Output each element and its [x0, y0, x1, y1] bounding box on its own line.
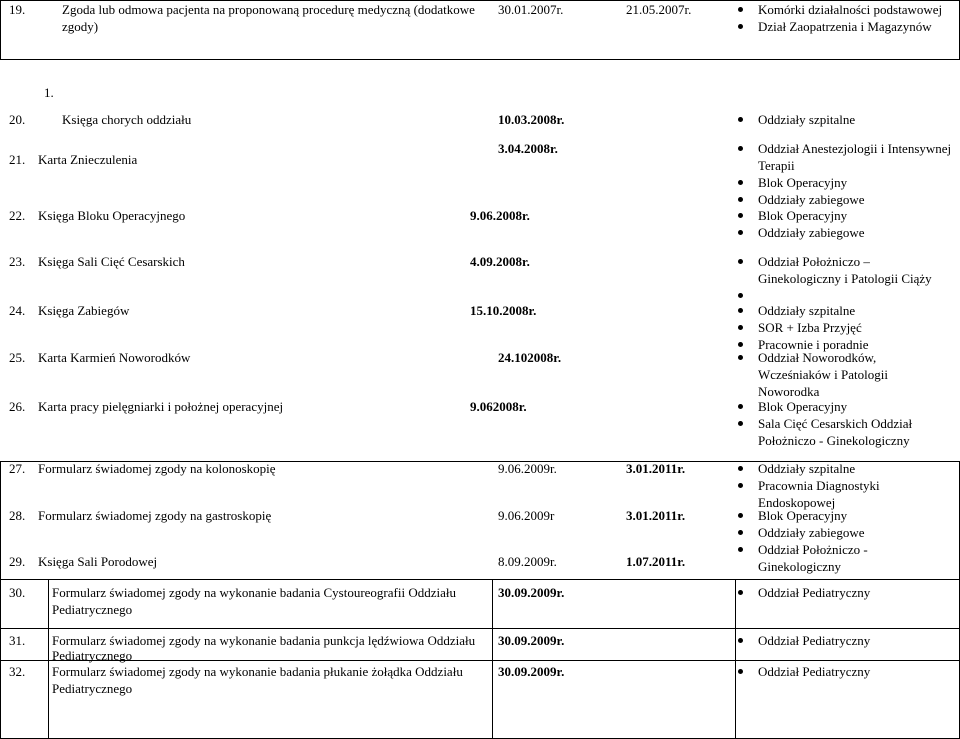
unit-item: Oddział Pediatryczny [758, 585, 871, 600]
bullet-icon [738, 117, 743, 122]
rule [0, 579, 960, 580]
rule [0, 660, 960, 661]
row-number: 20. [9, 112, 26, 127]
rule [735, 579, 736, 739]
bullet-icon [738, 466, 743, 471]
row-title: Pediatrycznego [52, 681, 133, 696]
bullet-icon [738, 483, 743, 488]
row-title: Karta Karmień Noworodków [38, 350, 191, 365]
row-number: 22. [9, 208, 26, 223]
row-number: 32. [9, 664, 26, 679]
unit-item: Oddział Pediatryczny [758, 664, 871, 679]
row-title: Formularz świadomej zgody na wykonanie badania płukanie żołądka Oddziału [52, 664, 463, 679]
unit-item: Położniczo - Ginekologiczny [758, 433, 910, 448]
unit-item: Endoskopowej [758, 495, 836, 510]
bullet-icon [738, 355, 743, 360]
row-date: 30.09.2009r. [498, 585, 565, 600]
unit-item: Oddziały zabiegowe [758, 525, 865, 540]
bullet-icon [738, 547, 743, 552]
row-number: 24. [9, 303, 26, 318]
unit-item: Wcześniaków i Patologii [758, 367, 888, 382]
unit-item: Oddziały szpitalne [758, 461, 856, 476]
row-date: 4.09.2008r. [470, 254, 530, 269]
rule [492, 579, 493, 739]
unit-item: Ginekologiczny i Patologii Ciąży [758, 271, 932, 286]
row-number: 19. [9, 2, 26, 17]
row-date: 9.06.2008r. [470, 208, 530, 223]
bullet-icon [738, 180, 743, 185]
bullet-icon [738, 7, 743, 12]
bullet-icon [738, 421, 743, 426]
row-title: Księga chorych oddziału [62, 112, 192, 127]
row-title: zgody) [62, 19, 99, 34]
rule [0, 59, 960, 60]
rule [0, 461, 1, 739]
stray-number: 1. [44, 85, 54, 100]
bullet-icon [738, 638, 743, 643]
row-number: 29. [9, 554, 26, 569]
row-date: 9.06.2009r. [498, 461, 557, 476]
unit-item: Oddział Położniczo - [758, 542, 868, 557]
row-title: Formularz świadomej zgody na wykonanie badania Cystoureografii Oddziału [52, 585, 456, 600]
bullet-icon [738, 342, 743, 347]
unit-item: Blok Operacyjny [758, 399, 848, 414]
row-number: 26. [9, 399, 26, 414]
bullet-icon [738, 513, 743, 518]
row-title: Zgoda lub odmowa pacjenta na proponowaną procedurę medyczną (dodatkowe [62, 2, 475, 17]
bullet-icon [738, 530, 743, 535]
row-title: Karta Znieczulenia [38, 152, 138, 167]
rule [0, 628, 960, 629]
rule [48, 579, 49, 739]
row-date: 30.09.2009r. [498, 633, 565, 648]
bullet-icon [738, 213, 743, 218]
row-date: 15.10.2008r. [470, 303, 537, 318]
bullet-icon [738, 669, 743, 674]
row-number: 23. [9, 254, 26, 269]
unit-item: Blok Operacyjny [758, 208, 848, 223]
unit-item: Dział Zaopatrzenia i Magazynów [758, 19, 932, 34]
row-date: 30.09.2009r. [498, 664, 565, 679]
bullet-icon [738, 325, 743, 330]
row-title: Księga Sali Porodowej [38, 554, 158, 569]
unit-item: Oddziały zabiegowe [758, 225, 865, 240]
row-date: 30.01.2007r. [498, 2, 564, 17]
bullet-icon [738, 230, 743, 235]
row-date: 3.01.2011r. [626, 508, 686, 523]
unit-item: Sala Cięć Cesarskich Oddział [758, 416, 913, 431]
row-date: 9.062008r. [470, 399, 527, 414]
row-number: 30. [9, 585, 26, 600]
unit-item: Oddział Anestezjologii i Intensywnej [758, 141, 952, 156]
row-date: 9.06.2009r [498, 508, 555, 523]
unit-item: Oddział Noworodków, [758, 350, 877, 365]
row-title: Pediatrycznego [52, 648, 133, 663]
row-date: 8.09.2009r. [498, 554, 557, 569]
unit-item: Noworodka [758, 384, 820, 399]
bullet-icon [738, 293, 743, 298]
row-number: 28. [9, 508, 26, 523]
row-number: 25. [9, 350, 26, 365]
row-title: Pediatrycznego [52, 602, 133, 617]
row-date: 1.07.2011r. [626, 554, 686, 569]
row-title: Księga Zabiegów [38, 303, 130, 318]
row-title: Formularz świadomej zgody na kolonoskopię [38, 461, 276, 476]
unit-item: Oddział Pediatryczny [758, 633, 871, 648]
unit-item: SOR + Izba Przyjęć [758, 320, 862, 335]
bullet-icon [738, 24, 743, 29]
row-number: 21. [9, 152, 26, 167]
unit-item: Pracownie i poradnie [758, 337, 869, 352]
row-title: Karta pracy pielęgniarki i położnej operacyjnej [38, 399, 284, 414]
row-date: 21.05.2007r. [626, 2, 692, 17]
bullet-icon [738, 197, 743, 202]
unit-item: Ginekologiczny [758, 559, 842, 574]
row-number: 27. [9, 461, 26, 476]
row-title: Księga Bloku Operacyjnego [38, 208, 186, 223]
row-title: Księga Sali Cięć Cesarskich [38, 254, 185, 269]
bullet-icon [738, 404, 743, 409]
row-date: 10.03.2008r. [498, 112, 565, 127]
unit-item: Oddziały zabiegowe [758, 192, 865, 207]
unit-item: Oddział Położniczo – [758, 254, 870, 269]
row-date: 3.04.2008r. [498, 141, 558, 156]
row-date: 3.01.2011r. [626, 461, 686, 476]
row-title: Formularz świadomej zgody na wykonanie badania punkcja lędźwiowa Oddziału [52, 633, 476, 648]
unit-item: Terapii [758, 158, 795, 173]
bullet-icon [738, 259, 743, 264]
bullet-icon [738, 308, 743, 313]
rule [0, 0, 1, 60]
row-number: 31. [9, 633, 26, 648]
unit-item: Blok Operacyjny [758, 175, 848, 190]
row-date: 24.102008r. [498, 350, 562, 365]
row-title: Formularz świadomej zgody na gastroskopię [38, 508, 272, 523]
unit-item: Oddziały szpitalne [758, 303, 856, 318]
unit-item: Oddziały szpitalne [758, 112, 856, 127]
bullet-icon [738, 146, 743, 151]
unit-item: Pracownia Diagnostyki [758, 478, 880, 493]
bullet-icon [738, 590, 743, 595]
unit-item: Blok Operacyjny [758, 508, 848, 523]
unit-item: Komórki działalności podstawowej [758, 2, 943, 17]
